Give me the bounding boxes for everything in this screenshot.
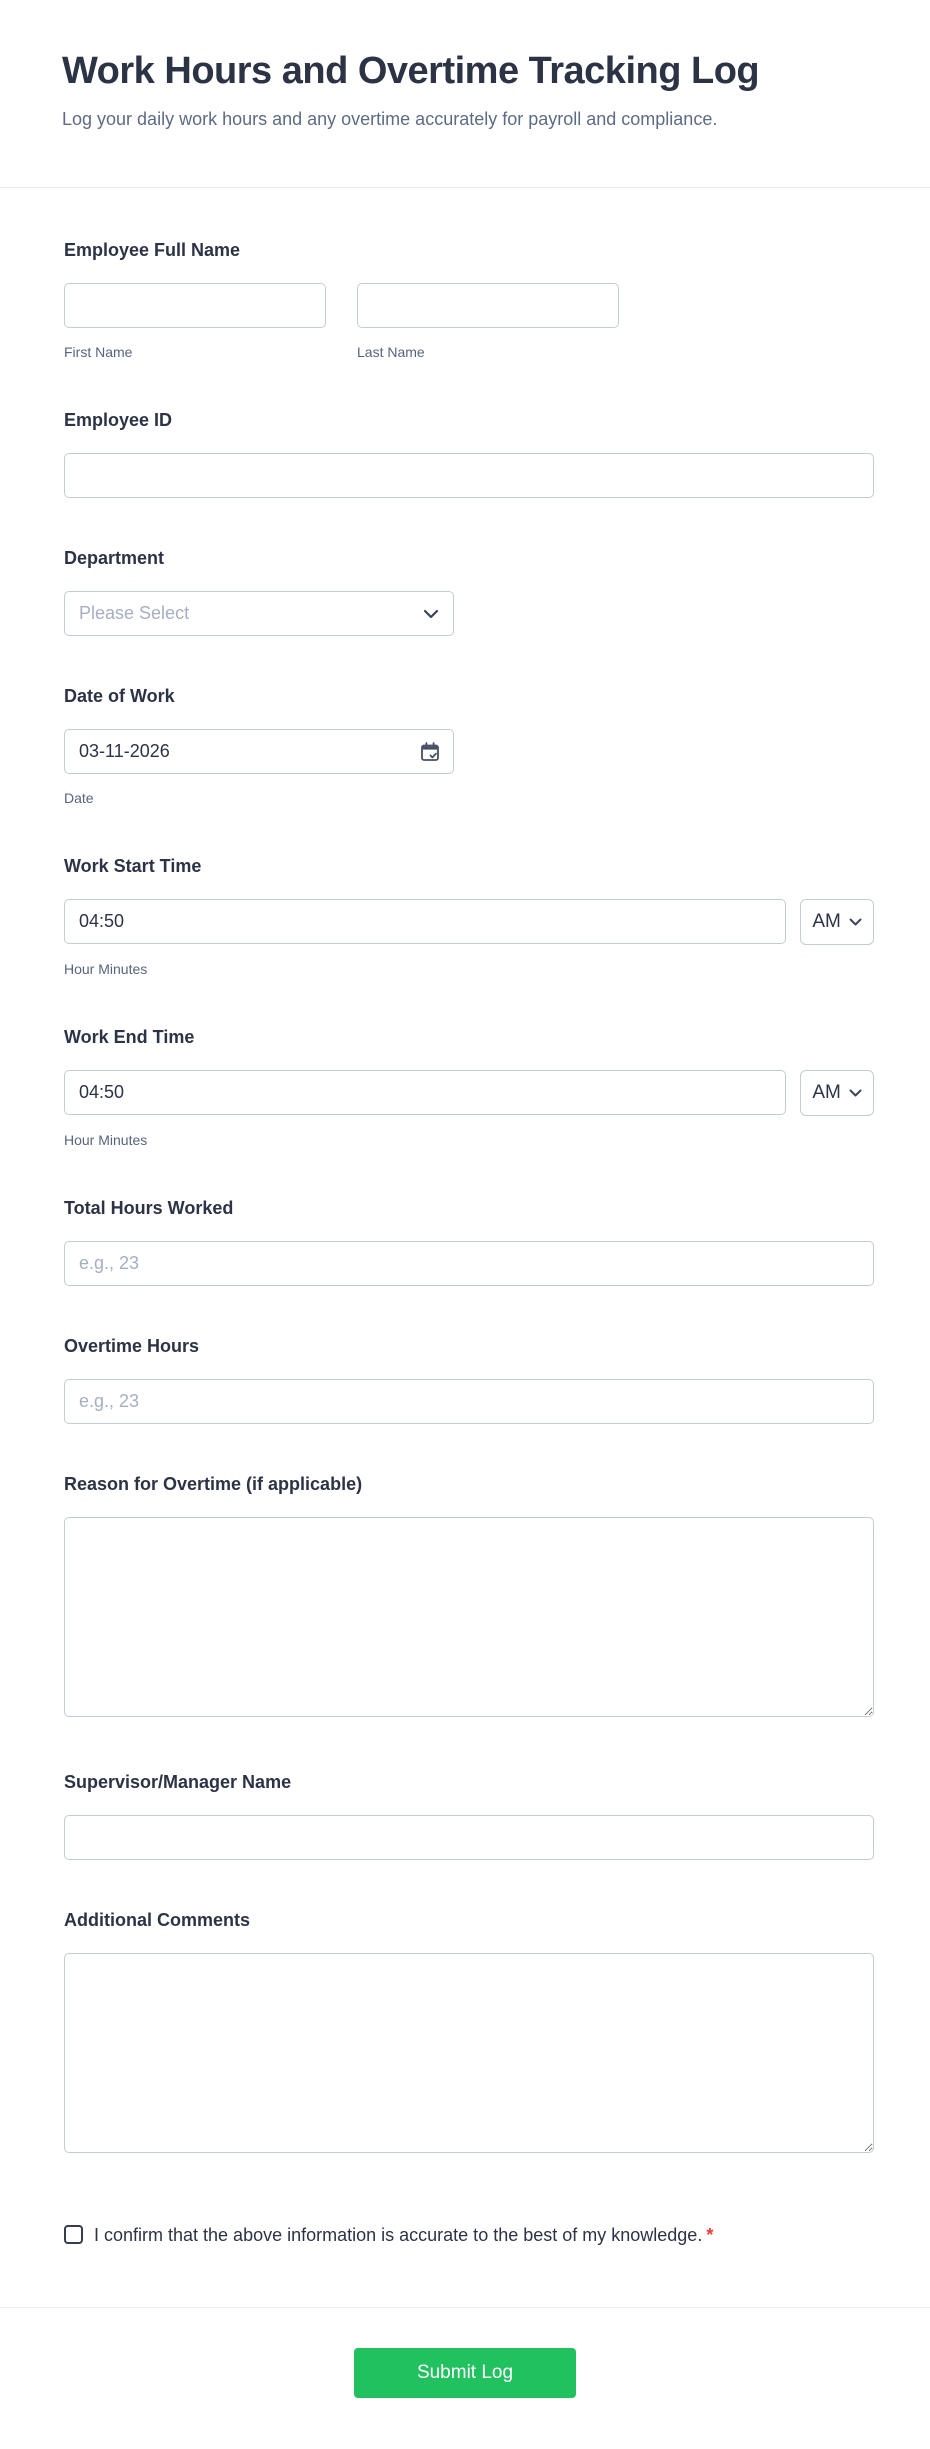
first-name-input[interactable] bbox=[64, 283, 326, 328]
field-work-end-time bbox=[64, 1027, 874, 1148]
field-work-start-time bbox=[64, 856, 874, 977]
work-end-time-input[interactable] bbox=[64, 1070, 786, 1115]
field-overtime-reason bbox=[64, 1474, 874, 1722]
overtime-reason-label: Reason for Overtime (if applicable) bbox=[64, 1474, 363, 1494]
field-employee-id bbox=[64, 410, 874, 498]
last-name-sublabel: Last Name bbox=[357, 344, 425, 360]
calendar-check-icon[interactable] bbox=[419, 741, 441, 763]
date-sublabel: Date bbox=[64, 790, 94, 806]
department-label: Department bbox=[64, 548, 165, 568]
submit-row bbox=[0, 2308, 930, 2398]
field-supervisor-name bbox=[64, 1772, 874, 1860]
page-subtitle: Log your daily work hours and any overtime accurately for payroll and compliance. bbox=[62, 108, 718, 129]
overtime-hours-input[interactable] bbox=[64, 1379, 874, 1424]
additional-comments-label: Additional Comments bbox=[64, 1910, 251, 1930]
field-employee-full-name bbox=[64, 240, 874, 360]
employee-id-input[interactable] bbox=[64, 453, 874, 498]
work-end-meridiem-select[interactable] bbox=[800, 1070, 874, 1116]
required-asterisk: * bbox=[706, 2225, 714, 2245]
work-start-sublabel: Hour Minutes bbox=[64, 961, 148, 977]
field-additional-comments bbox=[64, 1910, 874, 2158]
total-hours-input[interactable] bbox=[64, 1241, 874, 1286]
first-name-sublabel: First Name bbox=[64, 344, 133, 360]
additional-comments-textarea[interactable] bbox=[64, 1953, 874, 2153]
date-of-work-label: Date of Work bbox=[64, 686, 175, 706]
confirmation-label: I confirm that the above information is accurate to the best of my knowledge. bbox=[94, 2225, 703, 2245]
employee-full-name-label: Employee Full Name bbox=[64, 240, 241, 260]
department-select-placeholder: Please Select bbox=[79, 603, 190, 623]
overtime-reason-textarea[interactable] bbox=[64, 1517, 874, 1717]
work-start-meridiem-select[interactable] bbox=[800, 899, 874, 945]
field-date-of-work bbox=[64, 686, 874, 806]
chevron-down-icon bbox=[849, 1089, 862, 1097]
work-end-meridiem-value: AM bbox=[812, 1082, 841, 1103]
work-start-meridiem-value: AM bbox=[812, 911, 841, 932]
department-select[interactable] bbox=[64, 591, 454, 636]
work-end-sublabel: Hour Minutes bbox=[64, 1132, 148, 1148]
field-total-hours bbox=[64, 1198, 874, 1286]
form-header bbox=[0, 0, 930, 188]
employee-id-label: Employee ID bbox=[64, 410, 173, 430]
page-bottom-padding bbox=[0, 2398, 930, 2449]
work-end-time-label: Work End Time bbox=[64, 1027, 195, 1047]
date-input[interactable] bbox=[64, 729, 454, 774]
supervisor-name-label: Supervisor/Manager Name bbox=[64, 1772, 292, 1792]
work-start-time-label: Work Start Time bbox=[64, 856, 202, 876]
supervisor-name-input[interactable] bbox=[64, 1815, 874, 1860]
work-start-time-input[interactable] bbox=[64, 899, 786, 944]
last-name-input[interactable] bbox=[357, 283, 619, 328]
field-department bbox=[64, 548, 874, 636]
overtime-hours-label: Overtime Hours bbox=[64, 1336, 200, 1356]
submit-button[interactable]: Submit Log bbox=[354, 2348, 576, 2398]
chevron-down-icon bbox=[849, 918, 862, 926]
field-overtime-hours bbox=[64, 1336, 874, 1424]
field-confirmation bbox=[64, 2222, 724, 2249]
total-hours-label: Total Hours Worked bbox=[64, 1198, 234, 1218]
form-body bbox=[0, 240, 930, 2249]
confirmation-checkbox[interactable] bbox=[64, 2225, 83, 2244]
page-title: Work Hours and Overtime Tracking Log bbox=[62, 50, 760, 92]
chevron-down-icon bbox=[423, 609, 439, 619]
